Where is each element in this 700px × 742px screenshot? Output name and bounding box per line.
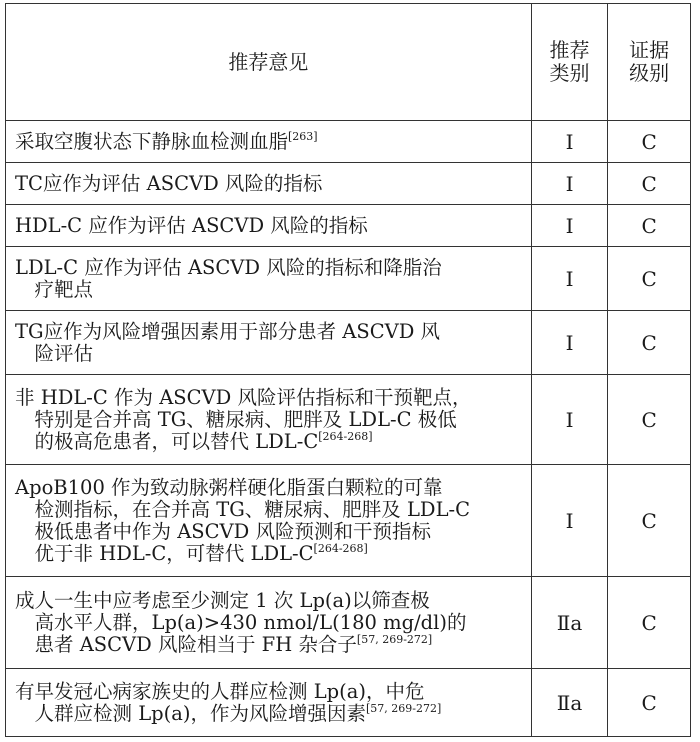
recommendation-text: TC应作为评估 ASCVD 风险的指标 (15, 171, 323, 195)
table-row (6, 465, 691, 577)
recommendation-text: TG应作为风险增强因素用于部分患者 ASCVD 风 (15, 319, 441, 343)
recommendation-text: 人群应检测 Lp(a)，作为风险增强因素 (34, 701, 366, 725)
recommendation-text: 采取空腹状态下静脉血检测血脂 (15, 129, 289, 153)
reference-citation: [57, 269-272] (356, 632, 433, 646)
recommendation-class: Ⅰ (531, 465, 608, 577)
recommendation-cell (6, 311, 532, 375)
header-recommendation: 推荐意见 (6, 4, 532, 121)
evidence-level: C (608, 311, 691, 375)
recommendation-text: 的极高危患者，可以替代 LDL-C (34, 429, 319, 453)
recommendation-text-line (15, 343, 523, 365)
evidence-level: C (608, 577, 691, 669)
recommendation-text-line (15, 387, 523, 409)
recommendation-class: Ⅰ (531, 311, 608, 375)
recommendation-text-line (15, 543, 523, 565)
recommendation-cell (6, 205, 532, 247)
recommendation-text: 有早发冠心病家族史的人群应检测 Lp(a)，中危 (15, 679, 425, 703)
recommendation-cell (6, 375, 532, 465)
recommendation-text: 高水平人群，Lp(a)>430 nmol/L(180 mg/dl)的 (34, 610, 467, 634)
recommendation-text-line (15, 590, 523, 612)
recommendation-cell (6, 577, 532, 669)
header-level (608, 4, 691, 121)
evidence-level: C (608, 163, 691, 205)
recommendation-text: 患者 ASCVD 风险相当于 FH 杂合子 (34, 632, 357, 656)
evidence-level: C (608, 465, 691, 577)
reference-citation: [264-268] (318, 429, 373, 443)
recommendation-class: Ⅰ (531, 163, 608, 205)
recommendation-class: Ⅰ (531, 121, 608, 163)
reference-citation: [263] (288, 129, 318, 143)
recommendation-text: 极低患者中作为 ASCVD 风险预测和干预指标 (34, 519, 431, 543)
table-header-row (6, 4, 691, 121)
recommendation-cell (6, 465, 532, 577)
recommendation-class: Ⅰ (531, 247, 608, 311)
recommendation-text-line (15, 499, 523, 521)
recommendation-cell (6, 247, 532, 311)
recommendation-text: 检测指标，在合并高 TG、糖尿病、肥胖及 LDL-C (34, 497, 471, 521)
table-row (6, 205, 691, 247)
recommendation-class: Ⅰ (531, 375, 608, 465)
recommendation-class: Ⅰ (531, 205, 608, 247)
header-class-line: 类别 (549, 61, 590, 85)
recommendation-text: 疗靶点 (34, 277, 94, 301)
table-row (6, 311, 691, 375)
recommendation-text: HDL-C 应作为评估 ASCVD 风险的指标 (15, 213, 368, 237)
recommendation-text-line (15, 279, 523, 301)
recommendation-text-line (15, 215, 523, 237)
reference-citation: [264-268] (313, 541, 368, 555)
recommendation-text: ApoB100 作为致动脉粥样硬化脂蛋白颗粒的可靠 (15, 475, 443, 499)
evidence-level: C (608, 669, 691, 737)
recommendation-text-line (15, 477, 523, 499)
reference-citation: [57, 269-272] (365, 701, 442, 715)
header-class (531, 4, 608, 121)
recommendation-text-line (15, 257, 523, 279)
recommendation-class: Ⅱa (531, 669, 608, 737)
table-row (6, 669, 691, 737)
recommendation-text-line (15, 612, 523, 634)
table-row (6, 163, 691, 205)
recommendation-text-line (15, 681, 523, 703)
recommendation-text-line (15, 321, 523, 343)
table-row (6, 375, 691, 465)
recommendation-cell (6, 121, 532, 163)
recommendation-text-line (15, 703, 523, 725)
recommendation-text-line (15, 173, 523, 195)
recommendation-text: 成人一生中应考虑至少测定 1 次 Lp(a)以筛查极 (15, 588, 430, 612)
table-row (6, 577, 691, 669)
evidence-level: C (608, 375, 691, 465)
evidence-level: C (608, 247, 691, 311)
recommendation-text: 优于非 HDL-C，可替代 LDL-C (34, 541, 314, 565)
recommendation-text-line (15, 521, 523, 543)
header-class-line: 推荐 (549, 38, 590, 62)
header-level-line: 证据 (629, 38, 670, 62)
recommendation-cell (6, 669, 532, 737)
recommendation-text-line (15, 431, 523, 453)
recommendation-text: LDL-C 应作为评估 ASCVD 风险的指标和降脂治 (15, 255, 442, 279)
recommendation-cell (6, 163, 532, 205)
recommendation-text: 特别是合并高 TG、糖尿病、肥胖及 LDL-C 极低 (34, 407, 457, 431)
table-row (6, 247, 691, 311)
evidence-level: C (608, 205, 691, 247)
evidence-level: C (608, 121, 691, 163)
recommendation-text: 非 HDL-C 作为 ASCVD 风险评估指标和干预靶点， (15, 385, 472, 409)
recommendation-text-line (15, 131, 523, 153)
header-level-line: 级别 (629, 61, 670, 85)
table-row (6, 121, 691, 163)
recommendation-class: Ⅱa (531, 577, 608, 669)
recommendation-text-line (15, 634, 523, 656)
recommendation-table (5, 3, 691, 737)
recommendation-text-line (15, 409, 523, 431)
recommendation-text: 险评估 (34, 341, 94, 365)
